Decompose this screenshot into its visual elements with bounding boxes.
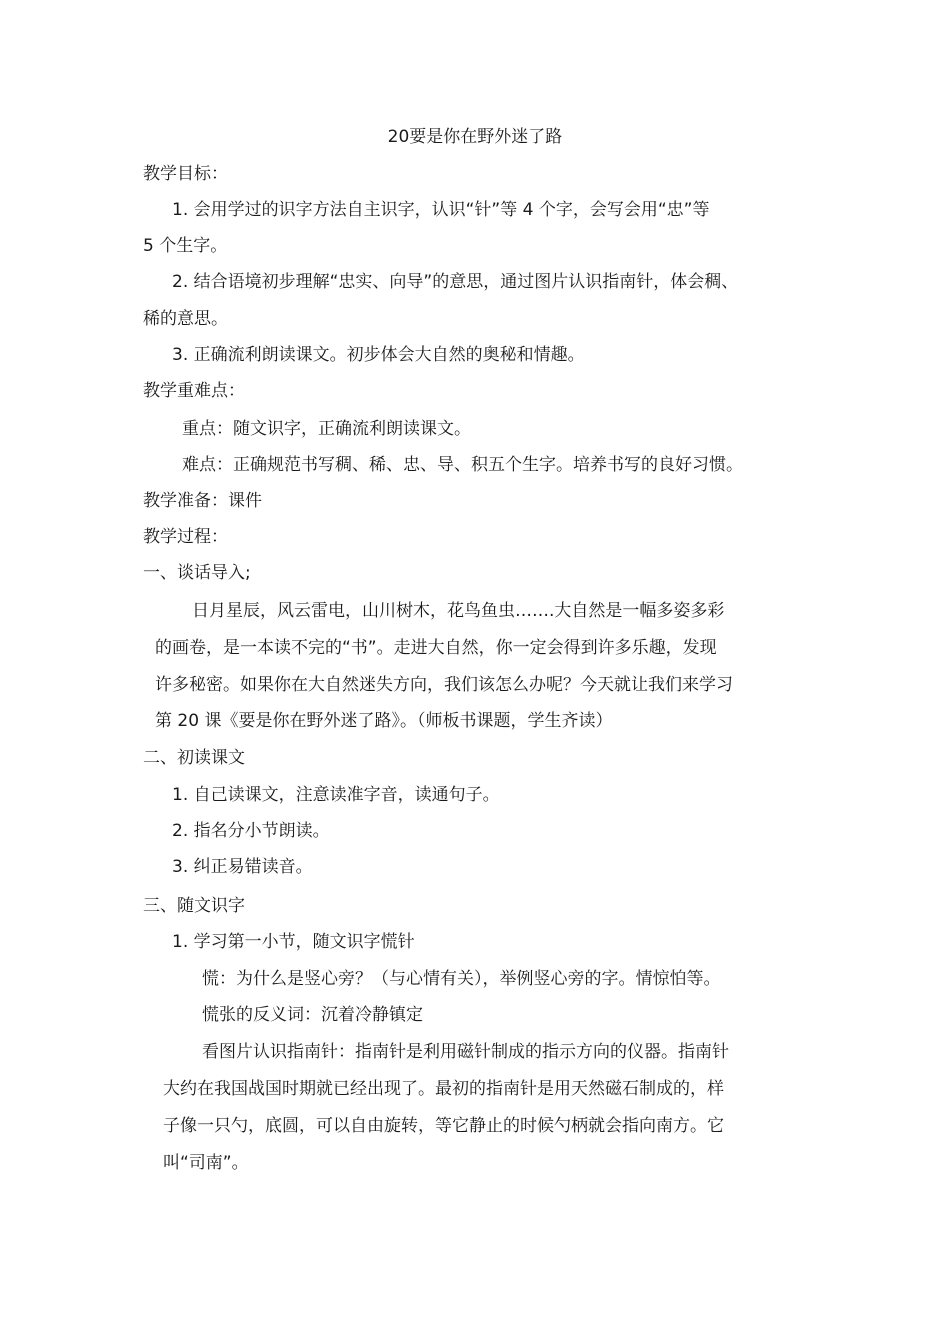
compass-line-1: 看图片认识指南针：指南针是利用磁针制成的指示方向的仪器。指南针 — [202, 1042, 729, 1062]
key-point: 重点：随文识字，正确流利朗读课文。 — [182, 419, 471, 439]
process-heading: 教学过程： — [143, 527, 228, 547]
objective-2-line-1: 2. 结合语境初步理解“忠实、向导”的意思，通过图片认识指南针，体会稠、 — [172, 272, 739, 292]
objective-1-line-2: 5 个生字。 — [143, 236, 228, 256]
objective-2-line-2: 稀的意思。 — [143, 309, 228, 329]
lesson-title: 20要是你在野外迷了路 — [387, 127, 563, 147]
intro-line-3: 许多秘密。如果你在大自然迷失方向，我们该怎么办呢？今天就让我们来学习 — [155, 675, 733, 695]
huang-antonyms: 慌张的反义词：沉着冷静镇定 — [202, 1005, 423, 1025]
section-3-heading: 三、随文识字 — [143, 896, 245, 916]
intro-line-4: 第 20 课《要是你在野外迷了路》。（师板书课题，学生齐读） — [155, 711, 613, 731]
intro-line-2: 的画卷，是一本读不完的“书”。走进大自然，你一定会得到许多乐趣，发现 — [155, 638, 717, 658]
objectives-heading: 教学目标： — [143, 164, 228, 184]
preparation: 教学准备：课件 — [143, 491, 262, 511]
key-points-heading: 教学重难点： — [143, 381, 245, 401]
huang-explanation: 慌：为什么是竖心旁？（与心情有关），举例竖心旁的字。情惊怕等。 — [202, 969, 721, 989]
reading-step-3: 3. 纠正易错读音。 — [172, 857, 313, 877]
compass-line-2: 大约在我国战国时期就已经出现了。最初的指南针是用天然磁石制成的，样 — [163, 1079, 724, 1099]
reading-step-1: 1. 自己读课文，注意读准字音，读通句子。 — [172, 785, 500, 805]
difficult-point: 难点：正确规范书写稠、稀、忠、导、积五个生字。培养书写的良好习惯。 — [182, 455, 743, 475]
objective-1-line-1: 1. 会用学过的识字方法自主识字，认识“针”等 4 个字，会写会用“忠”等 — [172, 200, 710, 220]
study-step-1: 1. 学习第一小节，随文识字慌针 — [172, 932, 415, 952]
intro-line-1: 日月星辰，风云雷电，山川树木，花鸟鱼虫…….大自然是一幅多姿多彩 — [192, 601, 725, 621]
section-1-heading: 一、谈话导入; — [143, 563, 251, 583]
compass-line-4: 叫“司南”。 — [163, 1153, 249, 1173]
section-2-heading: 二、初读课文 — [143, 748, 245, 768]
reading-step-2: 2. 指名分小节朗读。 — [172, 821, 330, 841]
objective-3: 3. 正确流利朗读课文。初步体会大自然的奥秘和情趣。 — [172, 345, 585, 365]
compass-line-3: 子像一只勺，底圆，可以自由旋转，等它静止的时候勺柄就会指向南方。它 — [163, 1116, 724, 1136]
